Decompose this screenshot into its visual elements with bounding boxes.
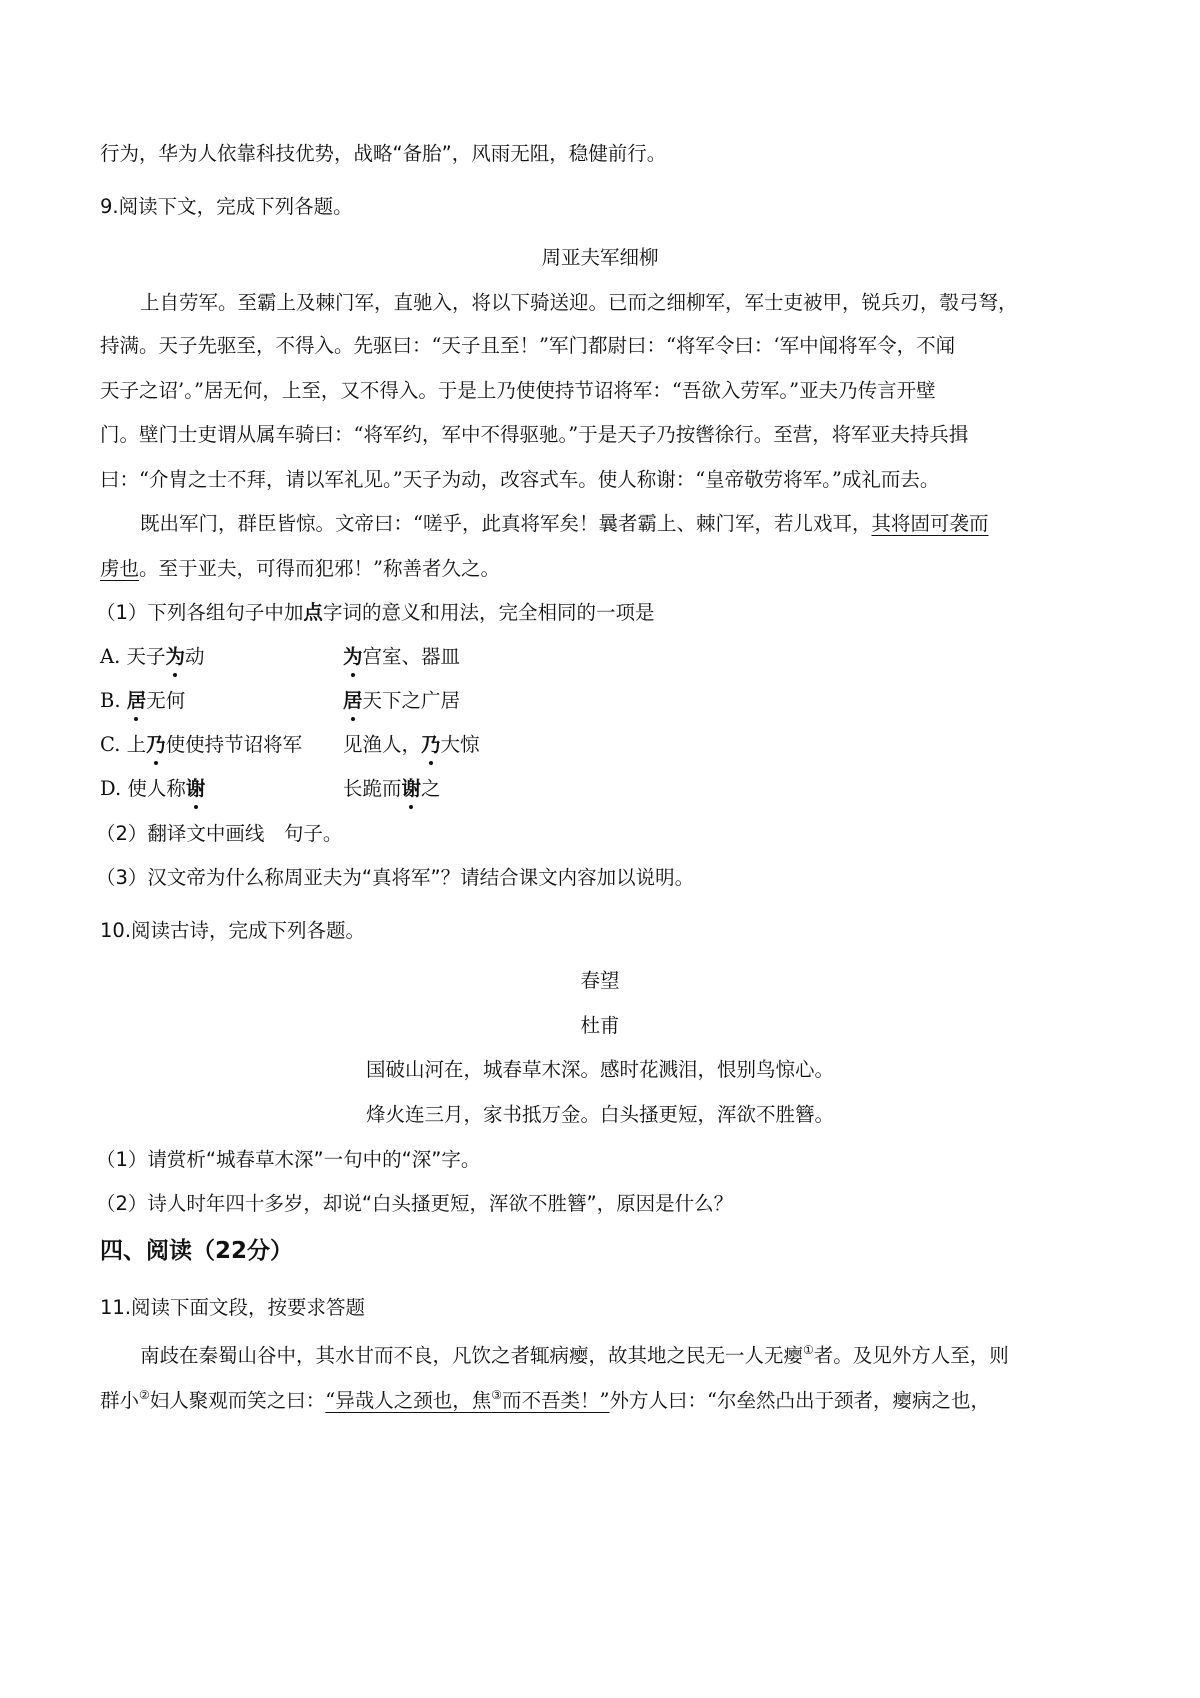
- poem-author: 杜甫: [580, 1014, 620, 1037]
- dotted-character: 居: [127, 686, 147, 716]
- passage-line: 天子之诏’。”居无何，上至，又不得入。于是上乃使使持节诏将军：“吾欲入劳军。”亚夫乃传言开壁: [100, 379, 936, 402]
- dotted-character: 谢: [186, 774, 206, 804]
- dotted-character: 为: [166, 642, 186, 672]
- sub-question-3: （3）汉文帝为什么称周亚夫为“真将军”？请结合课文内容加以说明。: [96, 866, 695, 889]
- dotted-character: 谢: [402, 774, 422, 804]
- poem-line: 烽火连三月，家书抵万金。白头搔更短，浑欲不胜簪。: [365, 1103, 834, 1126]
- passage-text: 。至于亚夫，可得而犯邪！”称善者久之。: [139, 557, 500, 580]
- underlined-sentence: 虏也: [100, 557, 140, 580]
- question-9-stem: 9.阅读下文，完成下列各题。: [100, 195, 353, 218]
- passage-line: [140, 509, 989, 539]
- dotted-character: 居: [343, 686, 363, 716]
- document-page: 行为，华为人依靠科技优势，战略“备胎”，风雨无阻，稳健前行。 9.阅读下文，完成下列各题。 周亚夫军细柳 上自劳军。至霸上及棘门军，直驰入，将以下骑送迎。已而之细柳军，军士吏被甲，锐兵刃，彀弓弩， 持满。天子先驱至，不得入。先驱曰：“天子且至！”军门都尉曰：“将军令曰：‘军中闻将军令，不闻 天子之诏’。”居无何，上至，又不得入。于是上乃使使持节诏将军：“吾欲入劳军。”亚夫乃传言开壁 门。壁门士吏谓从属车骑曰：“将军约，军中不得驱驰。”于是天子乃按辔徐行。至营，将军亚夫持兵揖 曰：“介胄之士不拜，请以军礼见。”天子为动，改容式车。使人称谢：“皇帝敬劳将军。”成礼而去。 既出军门，群臣皆惊。文帝曰：“嗟乎，此真将军矣！曩者霸上、棘门军，若儿戏耳，其将固可袭而 虏也。至于亚夫，可得而犯邪！”称善者久之。 （1）下列各组句子中加点字词的意义和用法，完全相同的一项是 A. 天子为动 为宫室、器皿 B. 居无何 居天下之广居 C. 上乃使使持节诏将军 见渔人，乃大惊 D. 使人称谢 长跪而谢之 （2）翻译文中画线 句子。 （3）汉文帝为什么称周亚夫为“真将军”？请结合课文内容加以说明。 10.阅读古诗，完成下列各题。 春望 杜甫 国破山河在，城春草木深。感时花溅泪，恨别鸟惊心。 烽火连三月，家书抵万金。白头搔更短，浑欲不胜簪。 （1）请赏析“城春草木深”一句中的“深”字。 （2）诗人时年四十多岁，却说“白头搔更短，浑欲不胜簪”，原因是什么？ 四、阅读（22分） 11.阅读下面文段，按要求答题 南歧在秦蜀山谷中，其水甘而不良，凡饮之者辄病瘿，故其地之民无一人无瘿①者。及见外方人至，则 群小②妇人聚观而笑之曰：“异哉人之颈也，焦③而不吾类！”外方人曰：“尔垒然凸出于颈者，瘿病之也，: [0, 0, 1200, 1698]
- footnote-marker: ①: [803, 1343, 814, 1357]
- passage-line: 门。壁门士吏谓从属车骑曰：“将军约，军中不得驱驰。”于是天子乃按辔徐行。至营，将军亚夫持兵揖: [100, 423, 969, 446]
- passage-line: 曰：“介胄之士不拜，请以军礼见。”天子为动，改容式车。使人称谢：“皇帝敬劳将军。”成礼而去。: [100, 468, 940, 491]
- dotted-character: 乃: [421, 730, 441, 760]
- question-10-stem: 10.阅读古诗，完成下列各题。: [100, 919, 366, 942]
- footnote-marker: ③: [491, 1388, 503, 1402]
- passage-line: 群小②妇人聚观而笑之曰：“异哉人之颈也，焦③而不吾类！”外方人曰：“尔垒然凸出于颈者，瘿病之也，: [100, 1388, 991, 1412]
- passage-text: 既出军门，群臣皆惊。文帝曰：“嗟乎，此真将军矣！曩者霸上、棘门军，若儿戏耳，: [140, 512, 872, 535]
- underlined-sentence: “异哉人之颈也，焦③而不吾类！”: [325, 1388, 610, 1412]
- emphasis-dot-word: 点: [303, 601, 323, 624]
- sub-question-1: （1）下列各组句子中加点字词的意义和用法，完全相同的一项是: [96, 601, 655, 624]
- option-letter: C.: [100, 733, 127, 756]
- option-letter: A.: [100, 645, 127, 668]
- section-heading: 四、阅读（22分）: [100, 1238, 294, 1264]
- sub-question-2: （2）翻译文中画线 句子。: [96, 822, 343, 845]
- sub-question-1: （1）请赏析“城春草木深”一句中的“深”字。: [96, 1148, 481, 1171]
- footnote-marker: ②: [139, 1388, 150, 1402]
- previous-answer-line: 行为，华为人依靠科技优势，战略“备胎”，风雨无阻，稳健前行。: [100, 142, 667, 165]
- dotted-character: 为: [343, 642, 363, 672]
- underlined-sentence: 其将固可袭而: [871, 512, 989, 535]
- option-letter: B.: [100, 689, 127, 712]
- passage-line: 上自劳军。至霸上及棘门军，直驰入，将以下骑送迎。已而之细柳军，军士吏被甲，锐兵刃，彀弓弩，: [140, 291, 1018, 314]
- passage-line: 持满。天子先驱至，不得入。先驱曰：“天子且至！”军门都尉曰：“将军令曰：‘军中闻将军令，不闻: [100, 334, 956, 357]
- passage-line: 南歧在秦蜀山谷中，其水甘而不良，凡饮之者辄病瘿，故其地之民无一人无瘿①者。及见外方人至，则: [140, 1343, 1009, 1367]
- passage-line: [100, 554, 500, 584]
- poem-line: 国破山河在，城春草木深。感时花溅泪，恨别鸟惊心。: [365, 1058, 834, 1081]
- dotted-character: 乃: [146, 730, 166, 760]
- option-letter: D.: [100, 777, 128, 800]
- question-11-stem: 11.阅读下面文段，按要求答题: [100, 1296, 366, 1319]
- sub-question-2: （2）诗人时年四十多岁，却说“白头搔更短，浑欲不胜簪”，原因是什么？: [96, 1192, 734, 1215]
- passage-title: 周亚夫军细柳: [541, 246, 659, 269]
- poem-title: 春望: [580, 969, 620, 992]
